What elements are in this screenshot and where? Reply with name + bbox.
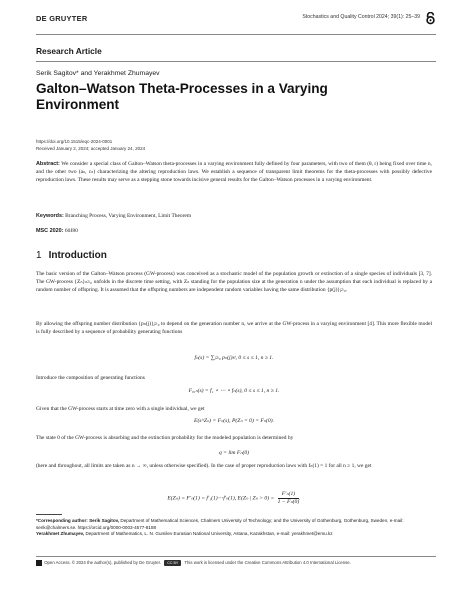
header-rule xyxy=(36,34,436,35)
section-rule xyxy=(36,61,436,62)
fraction-numerator: F′ₙ(1) xyxy=(278,491,300,499)
received-accepted-dates: Received January 2, 2024; accepted January 24, 2024 xyxy=(36,145,146,151)
license-text-a: Open Access. © 2024 the author(s), published by De Gruyter. xyxy=(44,560,162,566)
section-heading xyxy=(36,250,432,261)
paragraph-2: By allowing the offspring number distribution {pₙ(j)}ⱼ≥₀ to depend on the generation number n, we arrive at the GW-process in a varying environment [4]. This more flexible model is fully described by a sequence of probability generating functions xyxy=(36,321,432,336)
msc-text: 60J80 xyxy=(64,228,78,234)
equation-mean-size xyxy=(36,491,432,505)
keywords xyxy=(36,213,432,219)
abstract-text: We consider a special class of Galton–Watson theta-processes in a varying environment fully defined by four parameters, with two of them (θ, r) being fixed over time n, and the other two (aₙ, cₙ) characterizing the altering reproduction laws. We establish a sequence of transparent limit theorems for the theta-processes with possibly defective reproduction laws. These results may serve as a stepping stone towards incisive general results for the Galton–Watson processes in a varying environment. xyxy=(36,161,433,184)
equation-expectation: E(s^Zₙ) = Fₙ(s), P(Zₙ = 0) = Fₙ(0). xyxy=(194,418,274,424)
footnote-rule xyxy=(36,514,62,515)
title-line-2: Environment xyxy=(36,97,120,112)
publisher-logo: DE GRUYTER xyxy=(36,14,88,23)
license-notice xyxy=(36,560,432,566)
section-number: 1 xyxy=(36,250,42,261)
text-limits-note: (here and throughout, all limits are taken as n → ∞, unless otherwise specified). In the case of proper reproduction laws with fₙ(1) = 1 for all n ≥ 1, we get xyxy=(36,463,372,469)
license-rule xyxy=(36,556,436,557)
journal-citation: Stochastics and Quality Control 2024; 39(1): 25–39 xyxy=(302,14,420,20)
msc-label: MSC 2020: xyxy=(36,228,64,234)
corresponding-author-note xyxy=(36,518,432,531)
cc-by-badge-icon[interactable]: CC BY xyxy=(164,560,181,566)
author-footnotes xyxy=(36,518,432,538)
conditional-mean-fraction xyxy=(278,491,300,505)
license-text-b: This work is licensed under the Creative Commons Attribution 4.0 International License. xyxy=(184,560,351,566)
second-author-note xyxy=(36,531,432,538)
keywords-label: Keywords: xyxy=(36,213,64,219)
text-absorbing-state: The state 0 of the GW-process is absorbing and the extinction probability for the modeled population is determined by xyxy=(36,435,294,441)
article-meta xyxy=(36,139,432,152)
section-title: Introduction xyxy=(48,250,107,261)
equation-generating-function: fₙ(s) = ∑ⱼ≥₀ pₙ(j)sʲ, 0 ≤ s ≤ 1, n ≥ 1. xyxy=(194,355,274,361)
open-access-icon[interactable] xyxy=(425,12,436,25)
second-author-label: Yerakhmet Zhumayev, xyxy=(36,531,85,537)
running-header xyxy=(36,12,436,28)
author-list: Serik Sagitov* and Yerakhmet Zhumayev xyxy=(36,70,160,77)
fraction-denominator: 1 − Fₙ(0) xyxy=(277,498,300,505)
doi-link[interactable]: https://doi.org/10.1515/eqc-2024-0001 xyxy=(36,139,113,144)
open-access-lock-icon xyxy=(36,560,42,566)
text-composition: Introduce the composition of generating functions xyxy=(36,375,145,381)
article-type: Research Article xyxy=(36,46,102,56)
corresponding-author-text: Department of Mathematical Sciences, Chalmers University of Technology; and the University of Gothenburg, Gothenburg, Sweden, e-mail: serik@chalmers.se. https://orcid.org/0000-0003-4577-8188 xyxy=(36,518,404,530)
second-author-text: Department of Mathematics, L. N. Gumilev Eurasian National University, Astana, Kazakhstan, e-mail: yerakhmet@emu.kz xyxy=(85,531,333,537)
text-single-individual: Given that the GW-process starts at time zero with a single individual, we get xyxy=(36,406,205,412)
equation-end: . xyxy=(299,495,301,502)
msc-classification xyxy=(36,228,432,234)
abstract-label: Abstract: xyxy=(36,161,60,167)
article-title xyxy=(36,81,432,113)
equation-composition: F₀,ₙ(s) = f₁ ∘ ⋯ ∘ fₙ(s), 0 ≤ s ≤ 1, n ≥ 1. xyxy=(188,388,280,394)
equation-extinction-probability: q = lim Fₙ(0) xyxy=(218,450,250,456)
keywords-text: Branching Process, Varying Environment, Limit Theorem xyxy=(65,213,192,219)
title-line-1: Galton–Watson Theta-Processes in a Varying xyxy=(36,81,328,96)
corresponding-author-label: *Corresponding author: Serik Sagitov, xyxy=(36,518,120,523)
paragraph-1: The basic version of the Galton–Watson process (GW-process) was conceived as a stochastic model of the population growth or extinction of a single species of individuals [3, 7]. The GW-process {Zₙ}ₙ≥₀ unfolds in the discrete time setting, with Zₙ standing for the population size at the generation n under the assumption that each individual is replaced by a random number of offspring. It is assumed that the offspring numbers are independent random variables having the same distribution {p(j)}ⱼ≥₀. xyxy=(36,271,432,294)
abstract xyxy=(36,160,432,184)
equation-mean-left: E(Zₙ) = F′ₙ(1) = f′₁(1)⋯f′ₙ(1), E(Zₙ | Zₙ > 0) = xyxy=(167,495,275,502)
